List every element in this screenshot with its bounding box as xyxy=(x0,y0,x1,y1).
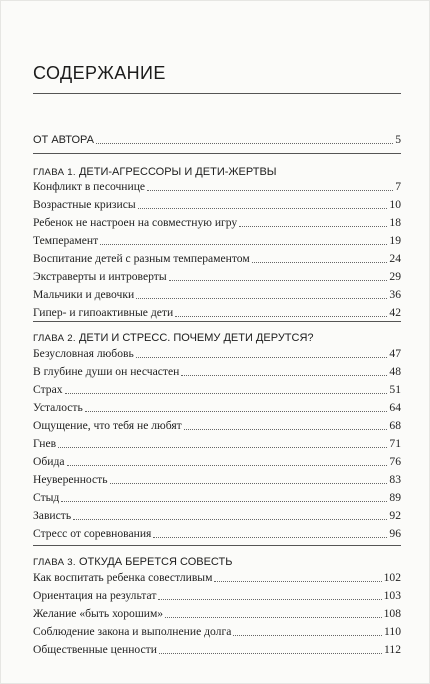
toc-entry-text: Ощущение, что тебя не любят xyxy=(33,419,182,432)
toc-entry-text: В глубине души он несчастен xyxy=(33,365,180,378)
toc-entry xyxy=(33,250,401,266)
toc-entry xyxy=(33,489,401,505)
toc-entry-page: 42 xyxy=(389,306,401,319)
toc-entry xyxy=(33,471,401,487)
chapter-heading xyxy=(33,331,401,346)
toc-entry-page: 68 xyxy=(389,419,401,432)
toc-entry xyxy=(33,214,401,230)
toc-entry-text: Гипер- и гипоактивные дети xyxy=(33,306,174,319)
toc-leader-dots xyxy=(85,411,388,412)
toc-entry-text: Как воспитать ребенка совестливым xyxy=(33,571,213,584)
toc-leader-dots xyxy=(252,262,388,263)
toc-entry xyxy=(33,569,401,585)
toc-leader-dots xyxy=(175,316,387,317)
section-divider xyxy=(33,545,401,546)
toc-entry-page: 71 xyxy=(389,437,401,450)
title-divider xyxy=(33,93,401,94)
toc-entry-page: 96 xyxy=(389,527,401,540)
toc-entry-page: 18 xyxy=(389,216,401,229)
toc-entry xyxy=(33,435,401,451)
toc-entry-text: Безусловная любовь xyxy=(33,347,134,360)
toc-entry-text: Стресс от соревнования xyxy=(33,527,152,540)
toc-entry-text: Страх xyxy=(33,383,63,396)
toc-leader-dots xyxy=(153,537,387,538)
toc-entry xyxy=(33,178,401,194)
toc-entry-text: Возрастные кризисы xyxy=(33,198,136,211)
toc-entry xyxy=(33,381,401,397)
section-divider xyxy=(33,153,401,154)
toc-entry-page: 83 xyxy=(389,473,401,486)
chapter-label: ГЛАВА 1. xyxy=(33,167,76,178)
toc-leader-dots xyxy=(61,501,387,502)
toc-entry xyxy=(33,345,401,361)
toc-entry-page: 5 xyxy=(395,133,401,146)
toc-leader-dots xyxy=(184,429,388,430)
toc-entry-text: Зависть xyxy=(33,509,72,522)
toc-entry xyxy=(33,605,401,621)
toc-entry-text: Экстраверты и интроверты xyxy=(33,270,167,283)
toc-entry xyxy=(33,196,401,212)
toc-entry-text: Мальчики и девочки xyxy=(33,288,135,301)
toc-leader-dots xyxy=(73,519,387,520)
toc-author-entry xyxy=(33,131,401,147)
toc-entry-page: 103 xyxy=(383,589,401,602)
toc-entry xyxy=(33,363,401,379)
toc-entry-page: 36 xyxy=(389,288,401,301)
toc-leader-dots xyxy=(239,226,387,227)
toc-entry xyxy=(33,286,401,302)
toc-entry-text: ОТ АВТОРА xyxy=(33,134,94,146)
toc-leader-dots xyxy=(181,375,387,376)
toc-leader-dots xyxy=(67,465,388,466)
chapter-heading xyxy=(33,555,401,570)
chapter-title: ОТКУДА БЕРЕТСЯ СОВЕСТЬ xyxy=(78,556,233,568)
toc-entry-page: 76 xyxy=(389,455,401,468)
toc-entry-text: Ребенок не настроен на совместную игру xyxy=(33,216,238,229)
toc-entry xyxy=(33,623,401,639)
toc-leader-dots xyxy=(169,280,388,281)
toc-entry xyxy=(33,417,401,433)
toc-entry-page: 51 xyxy=(389,383,401,396)
toc-leader-dots xyxy=(136,298,387,299)
toc-entry xyxy=(33,453,401,469)
toc-leader-dots xyxy=(65,393,388,394)
toc-leader-dots xyxy=(136,357,388,358)
toc-leader-dots xyxy=(138,208,388,209)
chapter-title: ДЕТИ И СТРЕСС. ПОЧЕМУ ДЕТИ ДЕРУТСЯ? xyxy=(78,332,314,344)
toc-entry-text: Обида xyxy=(33,455,65,468)
toc-entry-page: 102 xyxy=(383,571,401,584)
toc-leader-dots xyxy=(110,483,388,484)
toc-entry-text: Воспитание детей с разным темпераментом xyxy=(33,252,250,265)
toc-entry-page: 108 xyxy=(383,607,401,620)
toc-entry-text: Общественные ценности xyxy=(33,643,157,656)
toc-entry-page: 112 xyxy=(384,643,401,656)
toc-leader-dots xyxy=(214,581,381,582)
toc-entry xyxy=(33,587,401,603)
toc-entry xyxy=(33,399,401,415)
toc-leader-dots xyxy=(58,447,387,448)
toc-entry xyxy=(33,525,401,541)
toc-entry-text: Желание «быть хорошим» xyxy=(33,607,164,620)
page-title: СОДЕРЖАНИЕ xyxy=(33,63,166,83)
chapter-title: ДЕТИ-АГРЕССОРЫ И ДЕТИ-ЖЕРТВЫ xyxy=(78,166,277,178)
toc-leader-dots xyxy=(96,143,393,144)
section-divider xyxy=(33,321,401,322)
toc-entry xyxy=(33,507,401,523)
toc-entry-page: 24 xyxy=(389,252,401,265)
toc-entry-text: Конфликт в песочнице xyxy=(33,180,146,193)
toc-entry xyxy=(33,304,401,320)
toc-entry-text: Гнев xyxy=(33,437,57,450)
toc-entry xyxy=(33,641,401,657)
toc-entry-page: 47 xyxy=(389,347,401,360)
chapter-label: ГЛАВА 3. xyxy=(33,557,76,568)
toc-entry-page: 64 xyxy=(389,401,401,414)
toc-leader-dots xyxy=(165,617,382,618)
toc-entry-text: Усталость xyxy=(33,401,83,414)
toc-leader-dots xyxy=(100,244,387,245)
toc-entry xyxy=(33,232,401,248)
toc-entry xyxy=(33,268,401,284)
toc-entry-text: Стыд xyxy=(33,491,60,504)
toc-leader-dots xyxy=(147,190,393,191)
toc-entry-page: 92 xyxy=(389,509,401,522)
toc-entry-text: Неуверенность xyxy=(33,473,108,486)
toc-entry-page: 110 xyxy=(384,625,401,638)
toc-entry-text: Соблюдение закона и выполнение долга xyxy=(33,625,232,638)
toc-leader-dots xyxy=(158,599,381,600)
chapter-label: ГЛАВА 2. xyxy=(33,333,76,344)
toc-entry-text: Темперамент xyxy=(33,234,99,247)
toc-leader-dots xyxy=(159,653,382,654)
toc-entry-page: 10 xyxy=(389,198,401,211)
toc-entry-text: Ориентация на результат xyxy=(33,589,157,602)
toc-entry-page: 29 xyxy=(389,270,401,283)
toc-entry-page: 48 xyxy=(389,365,401,378)
toc-entry-page: 89 xyxy=(389,491,401,504)
toc-entry-page: 7 xyxy=(395,180,401,193)
toc-leader-dots xyxy=(233,635,382,636)
toc-entry-page: 19 xyxy=(389,234,401,247)
